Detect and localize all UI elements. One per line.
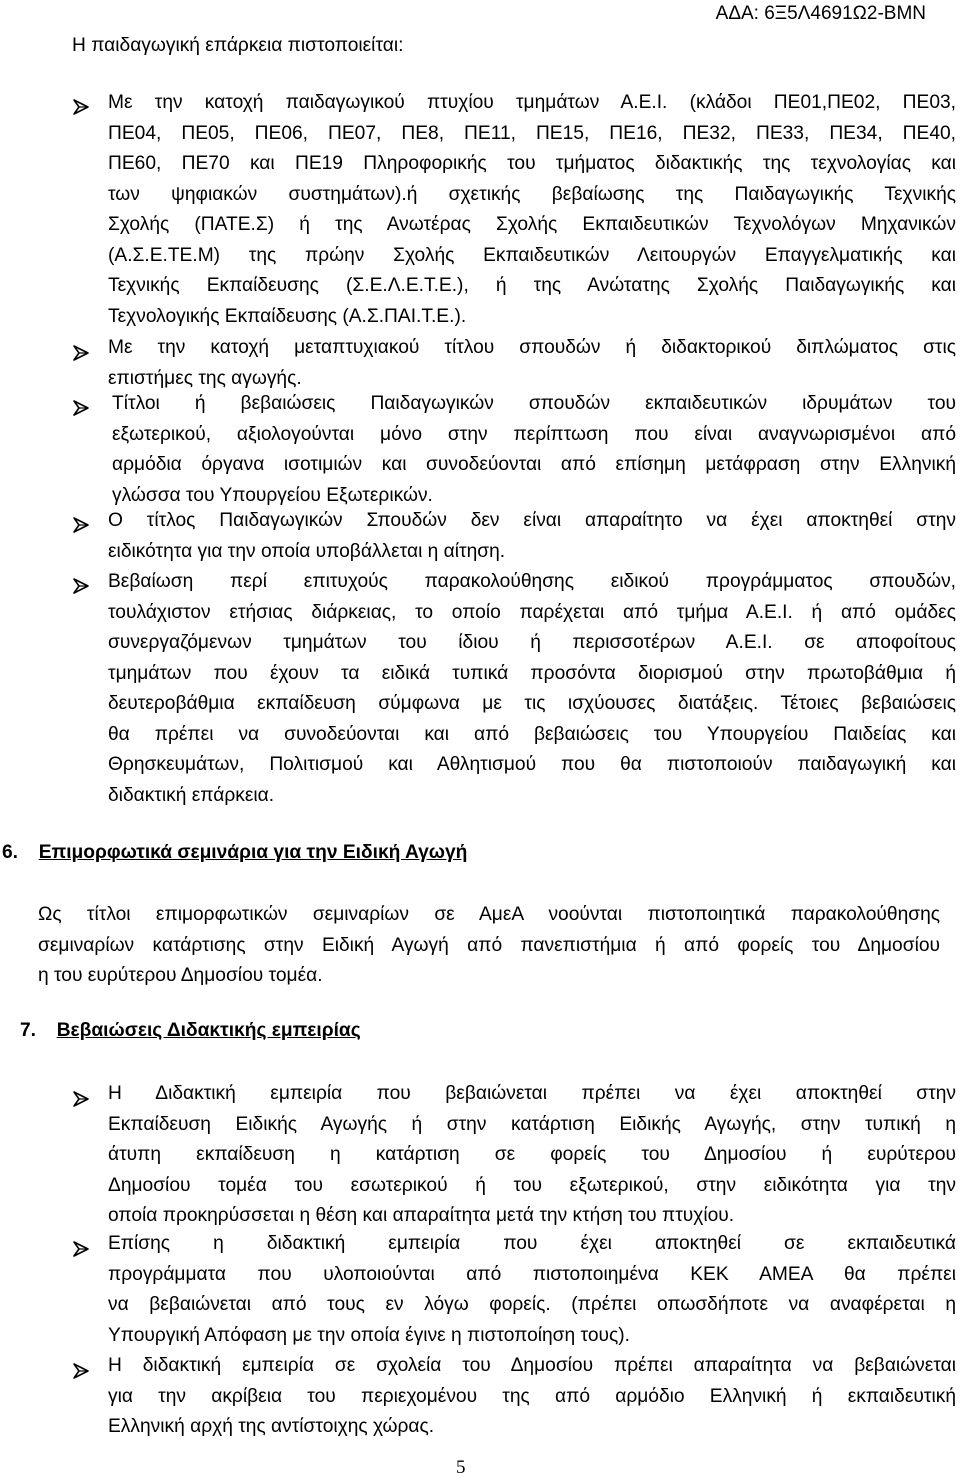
text-line: τμημάτων που έχουν τα ειδικά τυπικά προσόντα διορισμού στην πρωτοβάθμια ή: [108, 662, 956, 684]
section-6-paragraph: [38, 900, 940, 992]
section-number: 7.: [20, 1020, 37, 1041]
section-7-heading: [20, 1020, 361, 1042]
arrow-bullet-icon: [72, 1090, 92, 1110]
text-line: Τεχνολογικής Εκπαίδευσης (Α.Σ.ΠΑΙ.Τ.Ε.).: [108, 305, 467, 327]
text-line: Σχολής (ΠΑΤΕ.Σ) ή της Ανωτέρας Σχολής Εκπαιδευτικών Τεχνολόγων Μηχανικών: [108, 214, 956, 235]
text-line: Ο τίτλος Παιδαγωγικών Σπουδών δεν είναι απαραίτητο να έχει αποκτηθεί στην: [108, 510, 956, 531]
list-item: [108, 1229, 956, 1351]
text-line: ΠΕ04, ΠΕ05, ΠΕ06, ΠΕ07, ΠΕ8, ΠΕ11, ΠΕ15, ΠΕ16, ΠΕ32, ΠΕ33, ΠΕ34, ΠΕ40,: [108, 122, 956, 144]
section-title: Επιμορφωτικά σεμινάρια για την Ειδική Αγωγή: [38, 842, 468, 863]
list-item: [108, 1079, 956, 1232]
arrow-bullet-icon: [72, 577, 92, 597]
text-line: των ψηφιακών συστημάτων).ή σχετικής βεβαίωσης της Παιδαγωγικής Τεχνικής: [108, 183, 956, 205]
text-line: διδακτική επάρκεια.: [108, 784, 275, 806]
text-line: Ως τίτλοι επιμορφωτικών σεμιναρίων σε ΑμεΑ νοούνται πιστοποιητικά παρακολούθησης: [38, 904, 940, 925]
text-line: η του ευρύτερου Δημοσίου τομέα.: [38, 965, 323, 986]
text-line: Η Διδακτική εμπειρία που βεβαιώνεται πρέπει να έχει αποκτηθεί στην: [108, 1083, 956, 1104]
arrow-bullet-icon: [72, 516, 92, 536]
section-number: 6.: [2, 842, 19, 863]
text-line: ειδικότητα για την οποία υποβάλλεται η αίτηση.: [108, 540, 506, 562]
list-item: [108, 506, 956, 567]
intro-text: Η παιδαγωγική επάρκεια πιστοποιείται:: [72, 35, 404, 56]
text-line: Η διδακτική εμπειρία σε σχολεία του Δημοσίου πρέπει απαραίτητα να βεβαιώνεται: [108, 1355, 956, 1376]
text-line: Τεχνικής Εκπαίδευσης (Σ.Ε.Λ.Ε.Τ.Ε.), ή της Ανώτατης Σχολής Παιδαγωγικής και: [108, 275, 956, 296]
text-line: θα πρέπει να συνοδεύονται και από βεβαιώσεις του Υπουργείου Παιδείας και: [108, 723, 956, 745]
text-line: Επίσης η διδακτική εμπειρία που έχει αποκτηθεί σε εκπαιδευτικά: [108, 1233, 956, 1254]
text-line: εξωτερικού, αξιολογούνται μόνο στην περίπτωση που είναι αναγνωρισμένοι από: [112, 423, 956, 445]
text-line: ΠΕ60, ΠΕ70 και ΠΕ19 Πληροφορικής του τμήματος διδακτικής της τεχνολογίας και: [108, 153, 956, 174]
page-number: 5: [456, 1457, 466, 1478]
arrow-bullet-icon: [72, 1240, 92, 1260]
text-line: (Α.Σ.Ε.ΤΕ.Μ) της πρώην Σχολής Εκπαιδευτικών Λειτουργών Επαγγελματικής και: [108, 244, 956, 266]
arrow-bullet-icon: [72, 1362, 92, 1382]
text-line: άτυπη εκπαίδευση η κατάρτιση σε φορείς του Δημοσίου ή ευρύτερου: [108, 1144, 956, 1165]
section-6-heading: [2, 842, 467, 864]
arrow-bullet-icon: [72, 98, 92, 118]
arrow-bullet-icon: [72, 399, 92, 419]
text-line: επιστήμες της αγωγής.: [108, 367, 302, 389]
text-line: προγράμματα που υλοποιούνται από πιστοποιημένα ΚΕΚ ΑΜΕΑ θα πρέπει: [108, 1263, 956, 1285]
section-title: Βεβαιώσεις Διδακτικής εμπειρίας: [56, 1020, 361, 1041]
text-line: αρμόδια όργανα ισοτιμιών και συνοδεύονται από επίσημη μετάφραση στην Ελληνική: [112, 454, 956, 475]
list-item: [108, 333, 956, 394]
text-line: συνεργαζόμενων τμημάτων του ίδιου ή περισσοτέρων Α.Ε.Ι. σε αποφοίτους: [108, 632, 956, 653]
list-item: [108, 1351, 956, 1443]
text-line: Εκπαίδευση Ειδικής Αγωγής ή στην κατάρτιση Ειδικής Αγωγής, στην τυπική η: [108, 1113, 956, 1135]
text-line: Με την κατοχή παιδαγωγικού πτυχίου τμημάτων Α.Ε.Ι. (κλάδοι ΠΕ01,ΠΕ02, ΠΕ03,: [108, 92, 956, 113]
text-line: οποία προκηρύσσεται η θέση και απαραίτητα μετά την κτήση του πτυχίου.: [108, 1205, 735, 1226]
list-item: [112, 389, 956, 511]
text-line: Υπουργική Απόφαση με την οποία έγινε η πιστοποίηση τους).: [108, 1324, 630, 1346]
text-line: γλώσσα του Υπουργείου Εξωτερικών.: [112, 484, 433, 506]
text-line: Δημοσίου τομέα του εσωτερικού ή του εξωτερικού, στην ειδικότητα για την: [108, 1174, 956, 1196]
arrow-bullet-icon: [72, 344, 92, 364]
text-line: Τίτλοι ή βεβαιώσεις Παιδαγωγικών σπουδών εκπαιδευτικών ιδρυμάτων του: [112, 393, 956, 414]
text-line: δευτεροβάθμια εκπαίδευση σύμφωνα με τις ισχύουσες διατάξεις. Τέτοιες βεβαιώσεις: [108, 693, 956, 714]
text-line: σεμιναρίων κατάρτισης στην Ειδική Αγωγή από πανεπιστήμια ή από φορείς του Δημοσίου: [38, 934, 940, 956]
text-line: Θρησκευμάτων, Πολιτισμού και Αθλητισμού που θα πιστοποιούν παιδαγωγική και: [108, 754, 956, 775]
list-item: [108, 567, 956, 811]
text-line: Ελληνική αρχή της αντίστοιχης χώρας.: [108, 1416, 435, 1437]
text-line: για την ακρίβεια του περιεχομένου της από αρμόδιο Ελληνική ή εκπαιδευτική: [108, 1385, 956, 1407]
text-line: Βεβαίωση περί επιτυχούς παρακολούθησης ειδικού προγράμματος σπουδών,: [108, 571, 956, 592]
ada-identifier: ΑΔΑ: 6Ξ5Λ4691Ω2-ΒΜΝ: [715, 3, 926, 24]
list-item: [108, 88, 956, 332]
text-line: τουλάχιστον ετήσιας διάρκειας, το οποίο παρέχεται από τμήμα Α.Ε.Ι. ή από ομάδες: [108, 601, 956, 623]
text-line: Με την κατοχή μεταπτυχιακού τίτλου σπουδών ή διδακτορικού διπλώματος στις: [108, 337, 956, 358]
text-line: να βεβαιώνεται από τους εν λόγω φορείς. (πρέπει οπωσδήποτε να αναφέρεται η: [108, 1294, 956, 1315]
